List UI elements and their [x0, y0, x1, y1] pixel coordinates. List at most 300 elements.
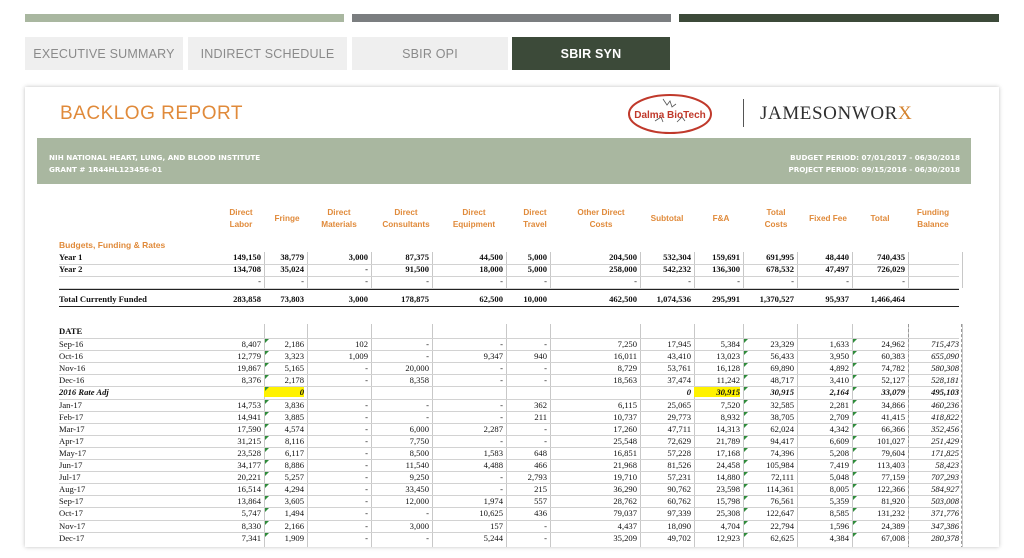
- table-cell[interactable]: 462,500: [609, 294, 637, 304]
- table-cell[interactable]: -: [544, 520, 547, 531]
- table-cell[interactable]: 72,629: [667, 435, 691, 446]
- table-cell[interactable]: -: [301, 276, 304, 286]
- table-cell[interactable]: 8,330: [241, 520, 261, 531]
- table-cell[interactable]: -: [544, 423, 547, 434]
- table-cell[interactable]: 19,710: [613, 472, 637, 483]
- table-cell[interactable]: 8,358: [409, 375, 429, 386]
- table-cell[interactable]: 436: [534, 508, 547, 519]
- column-header-line: Labor: [229, 220, 253, 229]
- table-cell[interactable]: -: [426, 339, 429, 349]
- table-cell[interactable]: 6,609: [829, 435, 849, 446]
- table-cell[interactable]: 58,423: [935, 460, 959, 470]
- progress-bar-1: [25, 14, 344, 22]
- table-cell[interactable]: 3,836: [284, 399, 304, 410]
- table-cell[interactable]: 10,625: [479, 508, 503, 519]
- table-cell[interactable]: 76,561: [770, 496, 794, 507]
- table-cell[interactable]: 25,065: [667, 399, 691, 410]
- table-cell[interactable]: 31,215: [237, 435, 261, 446]
- table-cell[interactable]: 62,500: [479, 294, 503, 304]
- table-cell[interactable]: 44,500: [479, 252, 503, 262]
- table-cell[interactable]: 3,410: [829, 375, 849, 386]
- table-cell[interactable]: 24,389: [881, 520, 905, 531]
- tab-indirect-schedule[interactable]: INDIRECT SCHEDULE: [188, 37, 347, 70]
- table-cell[interactable]: -: [426, 532, 429, 543]
- table-cell[interactable]: 14,313: [716, 423, 740, 434]
- table-cell[interactable]: 5,165: [284, 363, 304, 374]
- table-cell[interactable]: -: [688, 276, 691, 286]
- table-cell[interactable]: 1,074,536: [656, 294, 691, 304]
- table-cell[interactable]: 707,293: [931, 472, 959, 483]
- cell-comment-marker-icon: [265, 412, 269, 416]
- table-cell[interactable]: 5,384: [720, 339, 740, 349]
- table-cell[interactable]: 12,000: [405, 496, 429, 507]
- row-label: Sep-17: [59, 496, 84, 507]
- table-cell[interactable]: 105,984: [766, 460, 794, 470]
- table-cell[interactable]: 87,375: [405, 252, 429, 262]
- table-cell[interactable]: 102: [355, 339, 368, 349]
- table-cell[interactable]: 34,177: [237, 460, 261, 470]
- table-cell[interactable]: 14,753: [237, 399, 261, 410]
- table-cell[interactable]: 3,950: [829, 351, 849, 362]
- table-cell[interactable]: -: [544, 339, 547, 349]
- tab-sbir-syn[interactable]: SBIR SYN: [512, 37, 670, 70]
- table-cell[interactable]: 5,244: [483, 532, 503, 543]
- table-cell[interactable]: 5,048: [829, 472, 849, 483]
- table-cell[interactable]: -: [365, 520, 368, 531]
- table-cell[interactable]: 69,890: [770, 363, 794, 374]
- table-cell[interactable]: 352,456: [931, 423, 959, 434]
- table-cell[interactable]: 1,583: [483, 447, 503, 458]
- table-cell[interactable]: 74,782: [881, 363, 905, 374]
- table-cell[interactable]: -: [500, 411, 503, 422]
- table-cell[interactable]: 66,366: [881, 423, 905, 434]
- table-cell[interactable]: 9,347: [483, 351, 503, 362]
- table-cell[interactable]: -: [846, 276, 849, 286]
- table-cell[interactable]: 4,342: [829, 423, 849, 434]
- table-cell[interactable]: 73,803: [280, 294, 304, 304]
- table-cell[interactable]: 101,027: [877, 435, 905, 446]
- table-cell[interactable]: 90,762: [667, 484, 691, 495]
- table-cell[interactable]: 23,528: [237, 447, 261, 458]
- table-cell[interactable]: 16,128: [716, 363, 740, 374]
- table-cell[interactable]: 7,341: [241, 532, 261, 543]
- table-cell[interactable]: 12,779: [237, 351, 261, 362]
- table-cell[interactable]: 258,000: [609, 264, 637, 274]
- table-cell[interactable]: 62,625: [770, 532, 794, 543]
- dalma-biotech-logo: [625, 91, 715, 135]
- table-cell[interactable]: -: [634, 276, 637, 286]
- table-cell[interactable]: 37,474: [667, 375, 691, 386]
- table-cell[interactable]: 3,000: [409, 520, 429, 531]
- table-cell[interactable]: 2,178: [284, 375, 304, 386]
- table-cell[interactable]: 8,932: [720, 411, 740, 422]
- table-cell[interactable]: -: [426, 399, 429, 410]
- table-cell[interactable]: 22,794: [770, 520, 794, 531]
- table-cell[interactable]: 48,717: [770, 375, 794, 386]
- table-cell[interactable]: 19,867: [237, 363, 261, 374]
- table-cell[interactable]: 528,181: [931, 375, 959, 386]
- table-cell[interactable]: 7,520: [720, 399, 740, 410]
- table-cell[interactable]: -: [365, 447, 368, 458]
- table-cell[interactable]: 347,386: [931, 520, 959, 531]
- table-cell[interactable]: 295,991: [712, 294, 740, 304]
- table-cell[interactable]: -: [426, 276, 429, 286]
- table-cell[interactable]: 5,208: [829, 447, 849, 458]
- project-period: PROJECT PERIOD: 09/15/2016 - 06/30/2018: [788, 165, 960, 174]
- row-label: 2016 Rate Adj: [59, 387, 109, 398]
- table-cell[interactable]: 21,968: [613, 460, 637, 470]
- table-cell[interactable]: 41,415: [881, 411, 905, 422]
- table-cell[interactable]: 7,750: [409, 435, 429, 446]
- table-row: [25, 252, 999, 264]
- table-cell[interactable]: 3,000: [348, 252, 368, 262]
- table-cell[interactable]: 94,417: [770, 435, 794, 446]
- table-cell[interactable]: -: [500, 363, 503, 374]
- table-cell[interactable]: 283,858: [233, 294, 261, 304]
- table-cell[interactable]: 16,851: [613, 447, 637, 458]
- table-cell[interactable]: 0: [686, 387, 691, 398]
- table-cell[interactable]: -: [500, 472, 503, 483]
- table-cell[interactable]: 3,323: [284, 351, 304, 362]
- table-cell[interactable]: 21,789: [716, 435, 740, 446]
- table-cell[interactable]: 5,257: [284, 472, 304, 483]
- table-cell[interactable]: -: [365, 472, 368, 483]
- table-cell[interactable]: -: [426, 351, 429, 362]
- table-cell[interactable]: 35,209: [613, 532, 637, 543]
- table-cell[interactable]: 11,242: [716, 375, 740, 386]
- table-cell[interactable]: 691,995: [766, 252, 794, 262]
- table-cell[interactable]: 8,500: [409, 447, 429, 458]
- table-cell[interactable]: 67,008: [881, 532, 905, 543]
- table-cell[interactable]: 495,103: [931, 387, 959, 398]
- table-cell[interactable]: -: [544, 276, 547, 286]
- table-cell[interactable]: -: [365, 435, 368, 446]
- table-cell[interactable]: 726,029: [877, 264, 905, 274]
- table-cell[interactable]: 47,497: [825, 264, 849, 274]
- table-cell[interactable]: 251,429: [931, 435, 959, 446]
- table-cell[interactable]: -: [544, 532, 547, 543]
- table-cell[interactable]: 122,647: [766, 508, 794, 519]
- table-cell[interactable]: 17,590: [237, 423, 261, 434]
- table-cell[interactable]: -: [791, 276, 794, 286]
- table-cell[interactable]: -: [500, 399, 503, 410]
- table-cell[interactable]: 8,585: [829, 508, 849, 519]
- table-cell[interactable]: -: [544, 375, 547, 386]
- table-cell[interactable]: 113,403: [877, 460, 905, 470]
- table-cell[interactable]: -: [365, 264, 368, 274]
- table-cell[interactable]: 211: [534, 411, 547, 422]
- table-cell[interactable]: 1,909: [284, 532, 304, 543]
- table-cell[interactable]: 678,532: [766, 264, 794, 274]
- table-cell[interactable]: 60,762: [667, 496, 691, 507]
- table-cell[interactable]: -: [365, 423, 368, 434]
- cell-comment-marker-icon: [744, 508, 748, 512]
- table-cell[interactable]: 418,822: [931, 411, 959, 422]
- table-cell[interactable]: -: [365, 508, 368, 519]
- column-header-line: Equipment: [452, 220, 496, 229]
- table-cell[interactable]: 740,435: [877, 252, 905, 262]
- table-cell[interactable]: 56,433: [770, 351, 794, 362]
- table-cell[interactable]: 16,011: [613, 351, 637, 362]
- table-cell[interactable]: 17,260: [613, 423, 637, 434]
- table-cell[interactable]: 47,711: [667, 423, 691, 434]
- table-cell[interactable]: 131,232: [877, 508, 905, 519]
- table-cell[interactable]: -: [365, 276, 368, 286]
- table-cell[interactable]: -: [365, 484, 368, 495]
- table-cell[interactable]: 6,000: [409, 423, 429, 434]
- table-cell[interactable]: -: [365, 460, 368, 470]
- table-cell[interactable]: 79,037: [613, 508, 637, 519]
- table-cell[interactable]: -: [737, 276, 740, 286]
- table-cell[interactable]: 11,540: [405, 460, 429, 470]
- table-cell[interactable]: 81,526: [667, 460, 691, 470]
- table-cell[interactable]: 4,892: [829, 363, 849, 374]
- table-cell[interactable]: 18,090: [667, 520, 691, 531]
- table-cell[interactable]: 460,236: [931, 399, 959, 410]
- table-cell[interactable]: 60,383: [881, 351, 905, 362]
- cell-comment-marker-icon: [744, 424, 748, 428]
- table-cell[interactable]: -: [365, 363, 368, 374]
- table-cell[interactable]: 114,361: [766, 484, 794, 495]
- table-cell[interactable]: 32,585: [770, 399, 794, 410]
- table-cell[interactable]: -: [258, 276, 261, 286]
- table-cell[interactable]: 17,168: [716, 447, 740, 458]
- table-cell[interactable]: 12,923: [716, 532, 740, 543]
- table-cell[interactable]: 149,150: [233, 252, 261, 262]
- table-cell[interactable]: 3,000: [348, 294, 368, 304]
- cell-comment-marker-icon: [744, 496, 748, 500]
- table-cell[interactable]: 20,000: [405, 363, 429, 374]
- table-cell[interactable]: 2,709: [829, 411, 849, 422]
- table-cell[interactable]: 584,927: [931, 484, 959, 495]
- table-cell[interactable]: 62,024: [770, 423, 794, 434]
- table-cell[interactable]: 77,159: [881, 472, 905, 483]
- row-divider: [59, 289, 959, 290]
- table-cell[interactable]: 178,875: [401, 294, 429, 304]
- table-cell[interactable]: -: [544, 363, 547, 374]
- table-cell[interactable]: 1,466,464: [870, 294, 905, 304]
- table-cell[interactable]: 2,793: [527, 472, 547, 483]
- table-cell[interactable]: 1,596: [829, 520, 849, 531]
- column-header: [304, 207, 374, 231]
- table-cell[interactable]: 157: [490, 520, 503, 531]
- table-cell[interactable]: -: [500, 339, 503, 349]
- table-cell[interactable]: 52,127: [881, 375, 905, 386]
- table-cell[interactable]: 30,915: [694, 387, 740, 397]
- table-cell[interactable]: 4,384: [829, 532, 849, 543]
- table-cell[interactable]: 7,419: [829, 460, 849, 470]
- table-cell[interactable]: 25,308: [716, 508, 740, 519]
- table-cell[interactable]: 122,366: [877, 484, 905, 495]
- table-cell[interactable]: 17,945: [667, 339, 691, 349]
- cell-comment-marker-icon: [744, 521, 748, 525]
- table-cell[interactable]: 30,915: [770, 387, 794, 398]
- tab-executive-summary[interactable]: EXECUTIVE SUMMARY: [25, 37, 183, 70]
- table-cell[interactable]: -: [500, 484, 503, 495]
- tab-sbir-opi[interactable]: SBIR OPI: [352, 37, 508, 70]
- table-cell[interactable]: 280,378: [931, 532, 959, 543]
- cell-comment-marker-icon: [853, 472, 857, 476]
- table-cell[interactable]: 34,866: [881, 399, 905, 410]
- table-cell[interactable]: 4,437: [617, 520, 637, 531]
- table-cell[interactable]: 35,024: [280, 264, 304, 274]
- table-cell[interactable]: 13,023: [716, 351, 740, 362]
- table-cell[interactable]: 215: [534, 484, 547, 495]
- table-cell[interactable]: -: [365, 375, 368, 386]
- budget-period: BUDGET PERIOD: 07/01/2017 - 06/30/2018: [790, 153, 960, 162]
- table-cell[interactable]: 15,798: [716, 496, 740, 507]
- table-cell[interactable]: 38,779: [280, 252, 304, 262]
- table-cell[interactable]: 4,704: [720, 520, 740, 531]
- cell-comment-marker-icon: [744, 484, 748, 488]
- table-cell[interactable]: 715,473: [931, 339, 959, 349]
- table-cell[interactable]: 14,880: [716, 472, 740, 483]
- table-cell[interactable]: 25,548: [613, 435, 637, 446]
- table-cell[interactable]: 24,458: [716, 460, 740, 470]
- table-cell[interactable]: 2,166: [284, 520, 304, 531]
- row-label: Total Currently Funded: [59, 294, 147, 304]
- table-cell[interactable]: 1,370,527: [759, 294, 794, 304]
- table-cell[interactable]: 8,886: [284, 460, 304, 470]
- table-cell[interactable]: 8,376: [241, 375, 261, 386]
- row-label: Year 2: [59, 264, 83, 274]
- table-cell[interactable]: 940: [534, 351, 547, 362]
- table-cell[interactable]: 20,221: [237, 472, 261, 483]
- table-cell[interactable]: 136,300: [712, 264, 740, 274]
- table-cell[interactable]: 33,450: [405, 484, 429, 495]
- table-cell[interactable]: 5,747: [241, 508, 261, 519]
- table-cell[interactable]: 16,514: [237, 484, 261, 495]
- table-cell[interactable]: 49,702: [667, 532, 691, 543]
- table-cell[interactable]: 4,574: [284, 423, 304, 434]
- table-cell[interactable]: 79,604: [881, 447, 905, 458]
- table-cell[interactable]: 29,773: [667, 411, 691, 422]
- table-cell[interactable]: -: [365, 411, 368, 422]
- table-cell[interactable]: 557: [534, 496, 547, 507]
- column-header-line: Funding: [916, 208, 950, 217]
- table-cell[interactable]: 10,737: [613, 411, 637, 422]
- table-cell[interactable]: 1,009: [348, 351, 368, 362]
- table-cell[interactable]: 6,115: [617, 399, 637, 410]
- row-label: Oct-16: [59, 351, 83, 362]
- table-cell[interactable]: 2,287: [483, 423, 503, 434]
- table-cell[interactable]: 580,308: [931, 363, 959, 374]
- table-cell[interactable]: 134,708: [233, 264, 261, 274]
- table-cell[interactable]: 159,691: [712, 252, 740, 262]
- tab-bar: [25, 37, 675, 70]
- table-cell[interactable]: 57,228: [667, 447, 691, 458]
- row-label: Feb-17: [59, 411, 84, 422]
- table-cell[interactable]: 91,500: [405, 264, 429, 274]
- table-cell[interactable]: 8,116: [284, 435, 304, 446]
- table-cell[interactable]: 7,250: [617, 339, 637, 349]
- table-cell[interactable]: 2,164: [829, 387, 849, 398]
- table-cell[interactable]: 57,231: [667, 472, 691, 483]
- table-cell[interactable]: 53,761: [667, 363, 691, 374]
- table-cell[interactable]: 542,232: [663, 264, 691, 274]
- table-cell[interactable]: 5,359: [829, 496, 849, 507]
- cell-comment-marker-icon: [265, 496, 269, 500]
- table-cell[interactable]: 648: [534, 447, 547, 458]
- table-cell[interactable]: 362: [534, 399, 547, 410]
- table-cell[interactable]: 38,705: [770, 411, 794, 422]
- table-cell[interactable]: 1,633: [829, 339, 849, 349]
- table-cell[interactable]: 13,864: [237, 496, 261, 507]
- table-cell[interactable]: 8,729: [617, 363, 637, 374]
- table-cell[interactable]: 23,598: [716, 484, 740, 495]
- cell-comment-marker-icon: [853, 508, 857, 512]
- table-cell[interactable]: 4,488: [483, 460, 503, 470]
- table-cell[interactable]: 28,762: [613, 496, 637, 507]
- table-cell[interactable]: -: [365, 496, 368, 507]
- table-cell[interactable]: -: [500, 435, 503, 446]
- cell-comment-marker-icon: [744, 436, 748, 440]
- table-cell[interactable]: -: [902, 276, 905, 286]
- table-cell[interactable]: 1,974: [483, 496, 503, 507]
- table-cell[interactable]: 171,825: [931, 447, 959, 458]
- date-label: DATE: [59, 326, 83, 336]
- table-cell[interactable]: 18,000: [479, 264, 503, 274]
- table-cell[interactable]: 466: [534, 460, 547, 470]
- table-cell[interactable]: 36,290: [613, 484, 637, 495]
- table-cell[interactable]: 3,885: [284, 411, 304, 422]
- cell-comment-marker-icon: [853, 496, 857, 500]
- table-cell[interactable]: 204,500: [609, 252, 637, 262]
- table-cell[interactable]: -: [544, 435, 547, 446]
- table-cell[interactable]: 10,000: [523, 294, 547, 304]
- table-cell[interactable]: -: [365, 399, 368, 410]
- table-cell[interactable]: 33,079: [881, 387, 905, 398]
- table-cell[interactable]: 24,962: [881, 339, 905, 349]
- table-cell[interactable]: 2,186: [284, 339, 304, 349]
- table-cell[interactable]: 23,329: [770, 339, 794, 349]
- table-cell[interactable]: 72,111: [771, 472, 794, 483]
- table-cell[interactable]: -: [365, 532, 368, 543]
- table-cell[interactable]: 95,937: [825, 294, 849, 304]
- table-cell[interactable]: -: [426, 508, 429, 519]
- table-cell[interactable]: 371,776: [931, 508, 959, 519]
- table-cell[interactable]: 8,005: [829, 484, 849, 495]
- table-cell[interactable]: 14,941: [237, 411, 261, 422]
- table-cell[interactable]: -: [500, 375, 503, 386]
- table-cell[interactable]: 0: [264, 387, 304, 397]
- table-cell[interactable]: 81,920: [881, 496, 905, 507]
- table-cell[interactable]: 4,294: [284, 484, 304, 495]
- cell-comment-marker-icon: [744, 533, 748, 537]
- table-cell[interactable]: 655,090: [931, 351, 959, 362]
- table-cell[interactable]: 5,000: [527, 252, 547, 262]
- table-cell[interactable]: 1,494: [284, 508, 304, 519]
- table-cell[interactable]: 8,407: [241, 339, 261, 349]
- table-cell[interactable]: 48,440: [825, 252, 849, 262]
- table-cell[interactable]: 97,339: [667, 508, 691, 519]
- svg-text:Dalma BioTech: Dalma BioTech: [634, 110, 706, 121]
- table-cell[interactable]: 74,396: [770, 447, 794, 458]
- table-cell[interactable]: 6,117: [284, 447, 304, 458]
- table-cell[interactable]: 532,304: [663, 252, 691, 262]
- progress-bar-2: [352, 14, 671, 22]
- table-cell[interactable]: 9,250: [409, 472, 429, 483]
- table-cell[interactable]: 18,563: [613, 375, 637, 386]
- table-cell[interactable]: 503,008: [931, 496, 959, 507]
- table-cell[interactable]: -: [426, 411, 429, 422]
- cell-comment-marker-icon: [265, 448, 269, 452]
- table-cell[interactable]: 3,605: [284, 496, 304, 507]
- table-cell[interactable]: -: [500, 276, 503, 286]
- table-cell[interactable]: 5,000: [527, 264, 547, 274]
- table-cell[interactable]: 43,410: [667, 351, 691, 362]
- table-cell[interactable]: 2,281: [829, 399, 849, 410]
